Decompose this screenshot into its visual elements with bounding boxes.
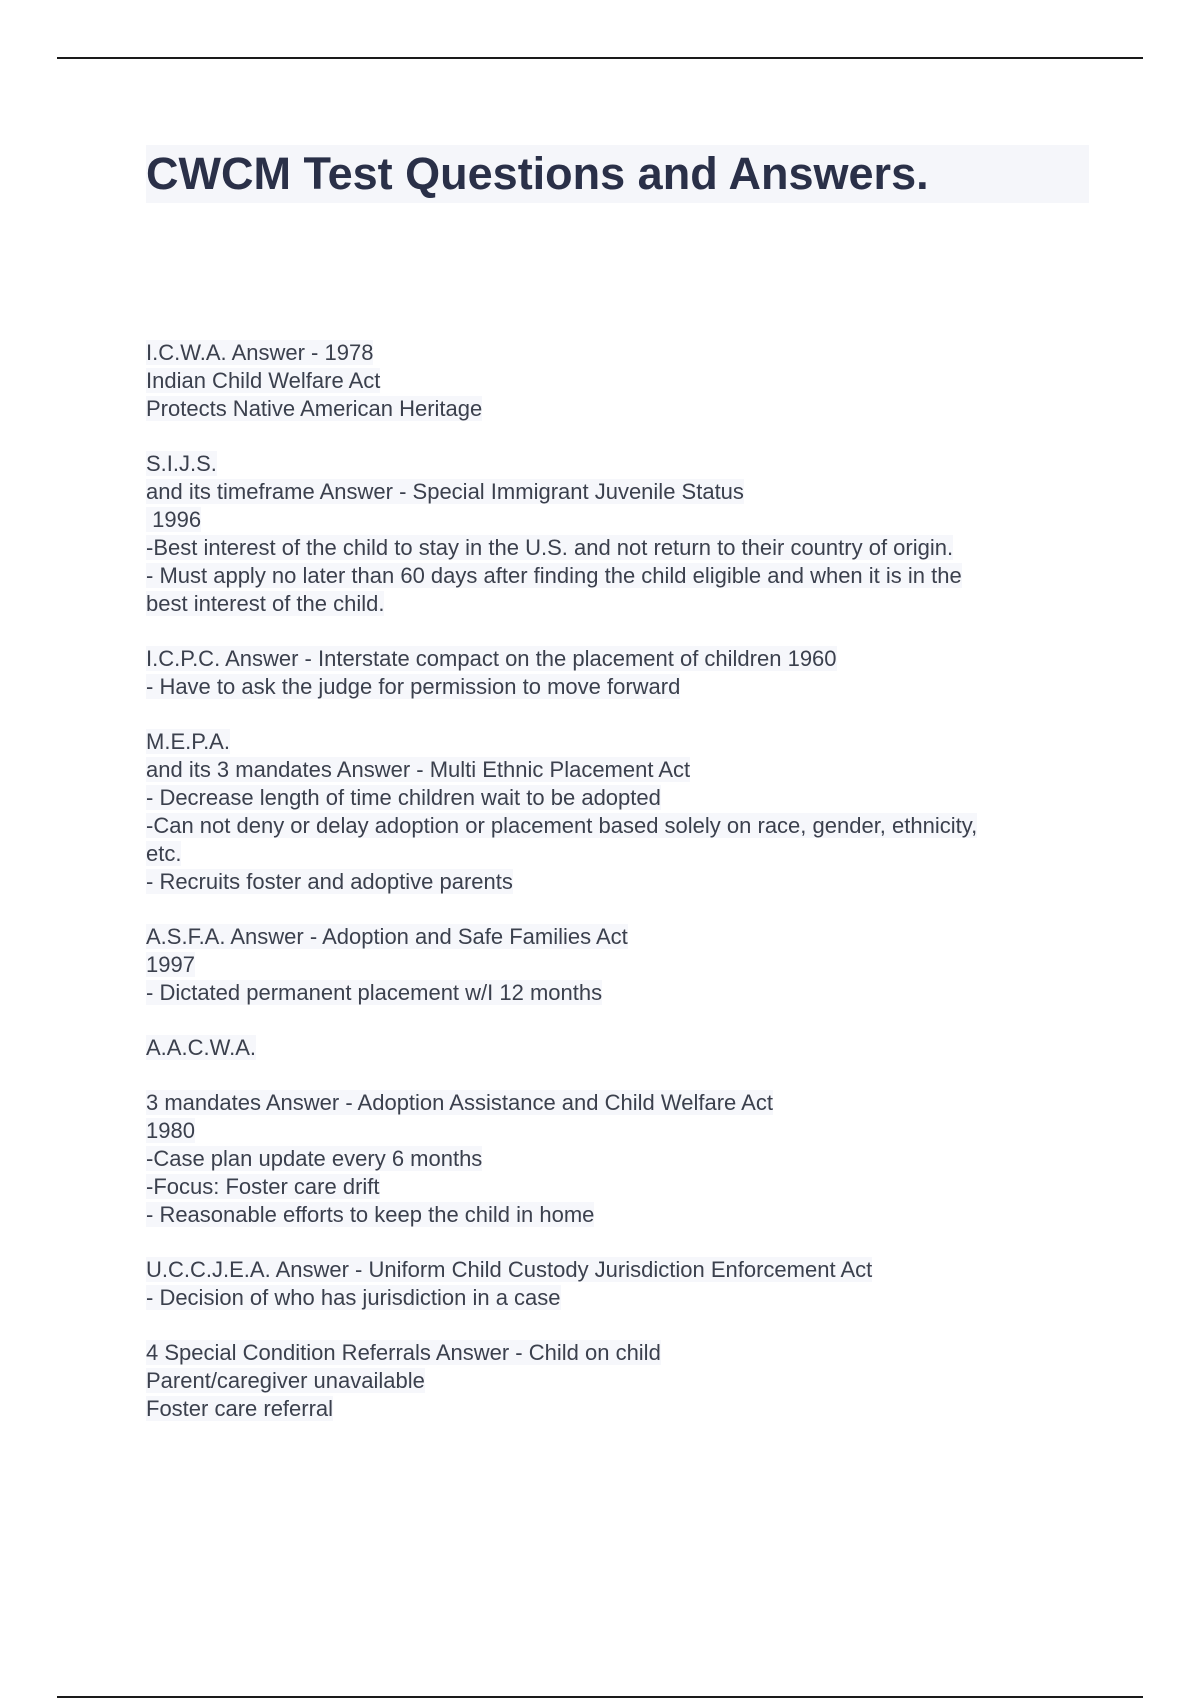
text-line: 3 mandates Answer - Adoption Assistance and Child Welfare Act [146, 1090, 773, 1115]
text-line: 4 Special Condition Referrals Answer - Child on child [146, 1340, 661, 1365]
text-line: - Recruits foster and adoptive parents [146, 869, 513, 894]
text-line: Parent/caregiver unavailable [146, 1368, 425, 1393]
document-title: CWCM Test Questions and Answers. [146, 148, 929, 199]
top-rule [57, 57, 1143, 59]
text-line: I.C.P.C. Answer - Interstate compact on the placement of children 1960 [146, 646, 837, 671]
text-line: Indian Child Welfare Act [146, 368, 381, 393]
text-line: Protects Native American Heritage [146, 396, 483, 421]
qa-entry-special-referrals [146, 1339, 1096, 1423]
text-line: etc. [146, 841, 182, 866]
qa-entry-sijs [146, 450, 1096, 618]
text-line: -Can not deny or delay adoption or placement based solely on race, gender, ethnicity, [146, 813, 978, 838]
text-line: S.I.J.S. [146, 451, 217, 476]
text-line: Foster care referral [146, 1396, 334, 1421]
qa-entry-aacwa-answer [146, 1089, 1096, 1229]
text-line: - Reasonable efforts to keep the child in home [146, 1202, 595, 1227]
text-line: -Focus: Foster care drift [146, 1174, 380, 1199]
text-line: 1997 [146, 952, 195, 977]
text-line: and its 3 mandates Answer - Multi Ethnic Placement Act [146, 757, 691, 782]
text-line: and its timeframe Answer - Special Immigrant Juvenile Status [146, 479, 744, 504]
qa-entry-uccjea [146, 1256, 1096, 1312]
text-line: - Decrease length of time children wait to be adopted [146, 785, 661, 810]
text-line: best interest of the child. [146, 591, 385, 616]
text-line: - Dictated permanent placement w/I 12 months [146, 980, 603, 1005]
text-line: - Have to ask the judge for permission to move forward [146, 674, 681, 699]
bottom-rule [57, 1696, 1143, 1698]
qa-entry-asfa [146, 923, 1096, 1007]
qa-entry-icwa [146, 339, 1096, 423]
text-line: -Case plan update every 6 months [146, 1146, 483, 1171]
text-line: A.S.F.A. Answer - Adoption and Safe Families Act [146, 924, 628, 949]
document-body [146, 339, 1096, 1450]
qa-entry-aacwa-term [146, 1034, 1096, 1062]
text-line: - Decision of who has jurisdiction in a case [146, 1285, 561, 1310]
text-line: - Must apply no later than 60 days after finding the child eligible and when it is in the [146, 563, 962, 588]
qa-entry-icpc [146, 645, 1096, 701]
text-line: 1980 [146, 1118, 195, 1143]
text-line: A.A.C.W.A. [146, 1035, 257, 1060]
text-line: M.E.P.A. [146, 729, 230, 754]
text-line: U.C.C.J.E.A. Answer - Uniform Child Custody Jurisdiction Enforcement Act [146, 1257, 873, 1282]
text-line: I.C.W.A. Answer - 1978 [146, 340, 374, 365]
qa-entry-mepa [146, 728, 1096, 896]
text-line: 1996 [146, 507, 202, 532]
text-line: -Best interest of the child to stay in the U.S. and not return to their country of origin. [146, 535, 954, 560]
